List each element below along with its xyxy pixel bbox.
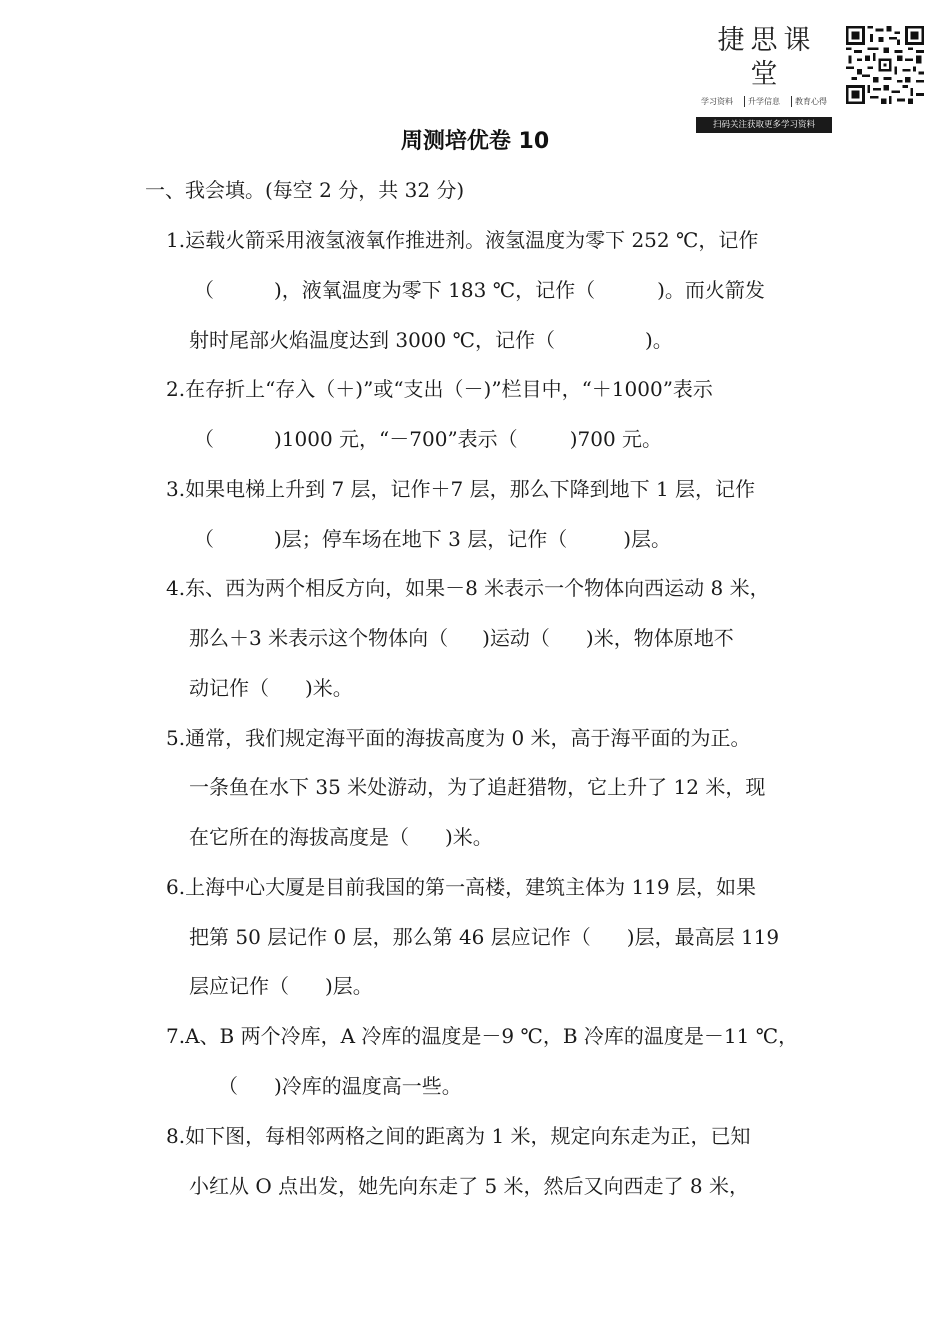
question-7-line-1: 7.A、B 两个冷库，A 冷库的温度是－9 ℃，B 冷库的温度是－11 ℃， — [166, 1024, 799, 1048]
question-5-line-3 — [189, 819, 493, 855]
question-1-line-1: 1.运载火箭采用液氢液氧作推进剂。液氢温度为零下 252 ℃，记作 — [166, 228, 759, 252]
question-1-line-2 — [194, 272, 765, 308]
text: )。而火箭发 — [657, 278, 765, 302]
brand-tag: 教育心得 — [791, 96, 830, 107]
question-6-line-2 — [189, 919, 779, 955]
brand-header — [696, 24, 832, 133]
question-2-line-2 — [194, 421, 662, 457]
question-6-line-1: 6.上海中心大厦是目前我国的第一高楼，建筑主体为 119 层，如果 — [166, 875, 756, 899]
question-3-line-2 — [194, 521, 671, 557]
brand-tag: 学习资料 — [701, 97, 733, 106]
text: )。 — [645, 328, 673, 352]
text: （ — [218, 1074, 238, 1098]
text: 射时尾部火焰温度达到 3000 ℃，记作（ — [189, 328, 555, 352]
question-4-line-1: 4.东、西为两个相反方向，如果－8 米表示一个物体向西运动 8 米， — [166, 576, 770, 600]
question-3-line-1: 3.如果电梯上升到 7 层，记作＋7 层，那么下降到地下 1 层，记作 — [166, 477, 756, 501]
question-4-line-2 — [189, 620, 734, 656]
text: )运动（ — [482, 626, 550, 650]
brand-tag: 升学信息 — [744, 96, 783, 107]
text: （ — [194, 278, 214, 302]
question-5-line-2: 一条鱼在水下 35 米处游动，为了追赶猎物，它上升了 12 米，现 — [189, 775, 766, 799]
text: )米，物体原地不 — [585, 626, 734, 650]
text: 在它所在的海拔高度是（ — [189, 825, 409, 849]
text: )层，最高层 119 — [626, 925, 780, 949]
question-7-line-2 — [218, 1068, 462, 1104]
text: )700 元。 — [569, 427, 663, 451]
text: )层。 — [325, 974, 373, 998]
text: )1000 元，“－700”表示（ — [274, 427, 518, 451]
text: )米。 — [445, 825, 493, 849]
text: )层；停车场在地下 3 层，记作（ — [274, 527, 568, 551]
text: 那么＋3 米表示这个物体向（ — [189, 626, 449, 650]
brand-tags — [696, 96, 832, 107]
question-6-line-3 — [189, 968, 373, 1004]
page-title: 周测培优卷 10 — [400, 129, 550, 154]
text: )米。 — [305, 676, 353, 700]
text: )层。 — [623, 527, 672, 551]
text: 层应记作（ — [189, 974, 289, 998]
text: 把第 50 层记作 0 层，那么第 46 层应记作（ — [189, 925, 591, 949]
text: )，液氧温度为零下 183 ℃，记作（ — [274, 278, 596, 302]
question-8-line-2: 小红从 O 点出发，她先向东走了 5 米，然后又向西走了 8 米， — [189, 1174, 749, 1198]
text: （ — [194, 527, 214, 551]
text: )冷库的温度高一些。 — [274, 1074, 462, 1098]
question-5-line-1: 5.通常，我们规定海平面的海拔高度为 0 米，高于海平面的为正。 — [166, 726, 751, 750]
question-4-line-3 — [189, 670, 353, 706]
qr-code-icon — [846, 26, 924, 104]
brand-bar: 扫码关注获取更多学习资料 — [696, 117, 832, 133]
brand-title: 捷思课堂 — [717, 25, 817, 90]
text: （ — [194, 427, 214, 451]
section-heading: 一、我会填。(每空 2 分，共 32 分) — [145, 178, 465, 202]
question-2-line-1: 2.在存折上“存入（＋)”或“支出（－)”栏目中，“＋1000”表示 — [166, 377, 713, 401]
text: 动记作（ — [189, 676, 269, 700]
question-1-line-3 — [189, 322, 673, 358]
question-8-line-1: 8.如下图，每相邻两格之间的距离为 1 米，规定向东走为正，已知 — [166, 1124, 751, 1148]
